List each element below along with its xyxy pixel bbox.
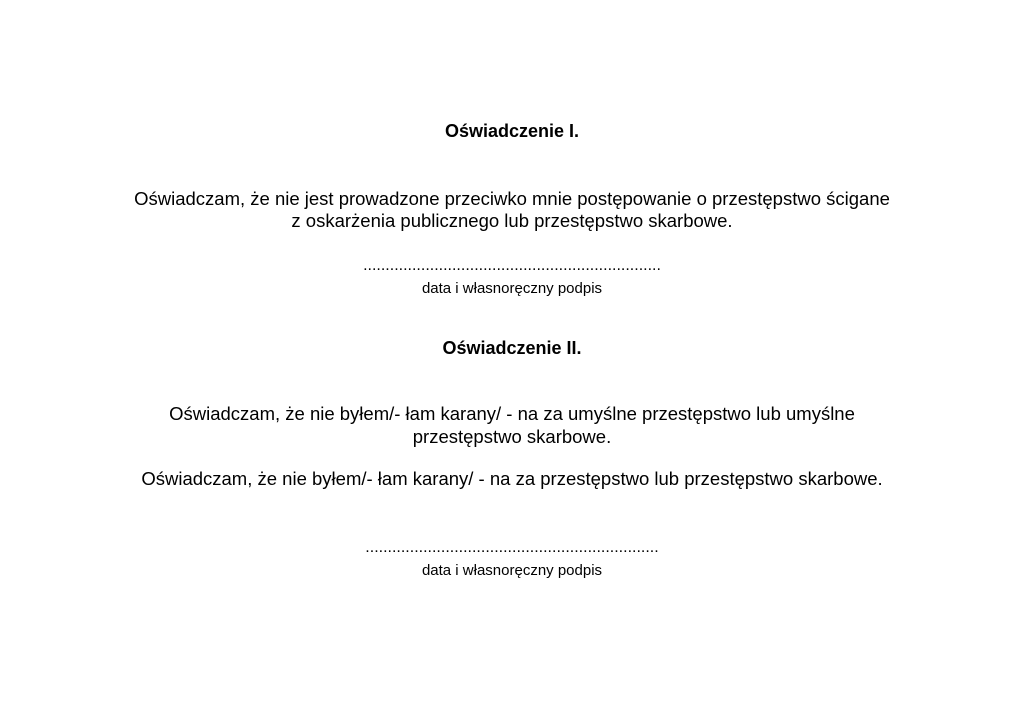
- section1-signature-caption: data i własnoręczny podpis: [421, 280, 603, 297]
- section2-statement-a-line2: przestępstwo skarbowe.: [412, 426, 612, 447]
- section1-statement-line1: Oświadczam, że nie jest prowadzone przeciwko mnie postępowanie o przestępstwo ścigane: [134, 188, 890, 209]
- section2-signature-caption: data i własnoręczny podpis: [421, 562, 603, 579]
- section1-signature-line: ...................................................................: [363, 257, 661, 274]
- section1-heading: Oświadczenie I.: [444, 121, 580, 141]
- section2-signature-line: ..................................................................: [365, 539, 659, 556]
- section2-statement-a-line1: Oświadczam, że nie byłem/- łam karany/ - na za umyślne przestępstwo lub umyślne: [169, 403, 855, 424]
- section2-heading: Oświadczenie II.: [442, 338, 582, 358]
- section2-statement-b: Oświadczam, że nie byłem/- łam karany/ - na za przestępstwo lub przestępstwo skarbowe.: [141, 468, 883, 489]
- section1-statement-line2: z oskarżenia publicznego lub przestępstwo skarbowe.: [291, 210, 733, 231]
